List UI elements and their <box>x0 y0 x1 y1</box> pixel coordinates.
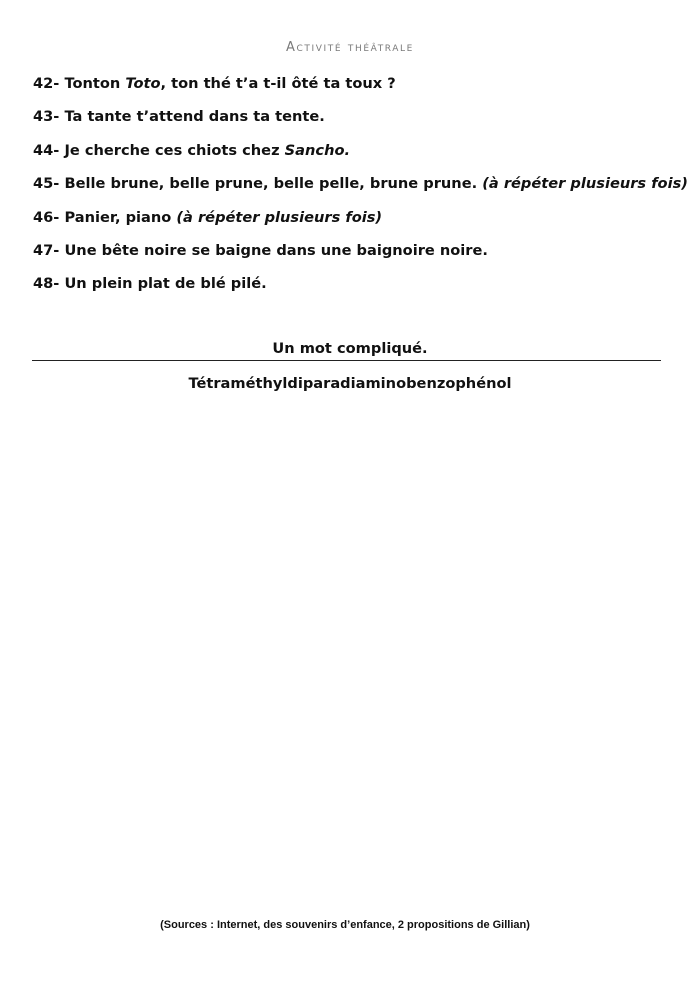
sources-footer: (Sources : Internet, des souvenirs d’enfance, 2 propositions de Gillian) <box>160 919 530 931</box>
horizontal-divider <box>32 360 661 361</box>
line-number: 46- <box>33 208 60 226</box>
line-text: Une bête noire se baigne dans une baignoire noire. <box>59 241 488 259</box>
line-number: 45- <box>33 175 60 193</box>
line-text: Tonton <box>59 75 126 92</box>
line-number: 48- <box>33 275 60 293</box>
list-item <box>33 105 673 138</box>
line-text: , ton thé t’a t-il ôté ta toux ? <box>160 75 396 92</box>
section-title: Un mot compliqué. <box>272 340 428 357</box>
list-item <box>33 272 673 305</box>
line-number: 44- <box>33 141 60 159</box>
line-text: Belle brune, belle prune, belle pelle, brune prune. <box>59 175 483 193</box>
list-item <box>33 239 673 272</box>
line-text-italic: Sancho. <box>284 141 351 159</box>
list-item <box>33 172 688 205</box>
list-item <box>33 72 673 105</box>
line-text-italic: (à répéter plusieurs fois) <box>482 175 688 193</box>
line-number: 42- <box>33 75 60 92</box>
line-number: 47- <box>33 241 60 259</box>
line-text: Je cherche ces chiots chez <box>59 141 285 159</box>
page-header: Activité théâtrale <box>286 40 414 55</box>
line-number: 43- <box>33 108 60 126</box>
line-text: Panier, piano <box>59 208 177 226</box>
line-text-italic: Toto <box>125 75 161 92</box>
line-text: Ta tante t’attend dans ta tente. <box>59 108 325 126</box>
list-item <box>33 139 673 172</box>
list-item <box>33 206 673 239</box>
line-text: Un plein plat de blé pilé. <box>59 275 267 293</box>
line-text-italic: (à répéter plusieurs fois) <box>176 208 383 226</box>
complicated-word: Tétraméthyldiparadiaminobenzophénol <box>188 375 512 392</box>
tongue-twister-list <box>33 72 688 306</box>
